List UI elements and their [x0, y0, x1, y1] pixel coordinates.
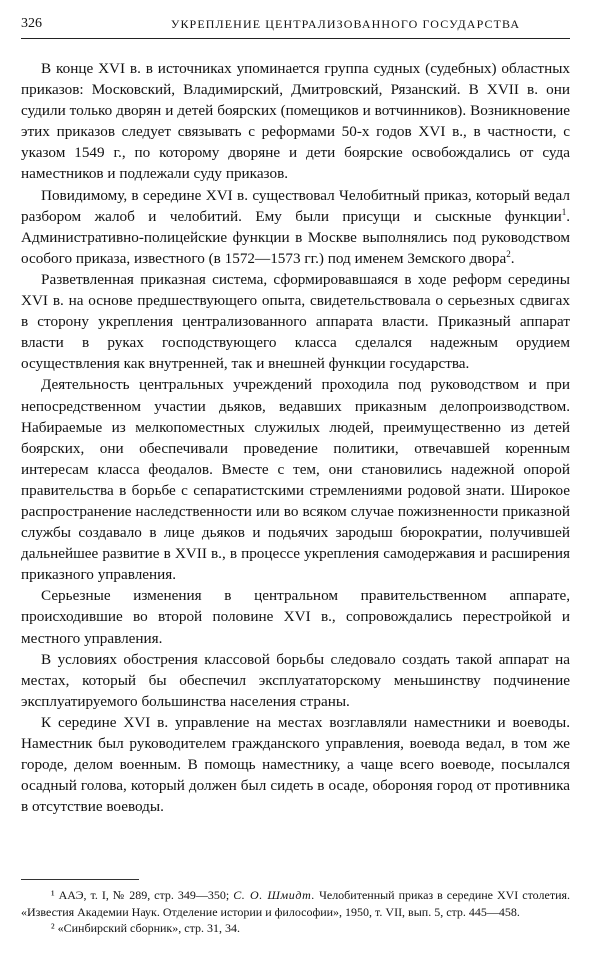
- paragraph-1: В конце XVI в. в источниках упоминается группа судных (судебных) областных приказов: Московский, Владимирский, Дмитровский, Рязанский. В XVII в. они судили только дворян и детей боярских (помещиков и вотчинников). Возникновение этих приказов следует связывать с реформами 50-х годов XVI в., в частности, с указом 1549 г., по которому дворяне и дети боярские освобождались от суда наместников и подлежали суду приказов.: [21, 60, 570, 183]
- footnote-1: [21, 887, 570, 920]
- paragraph-6: В условиях обострения классовой борьбы следовало создать такой аппарат на местах, который бы обеспечил эксплуататорскому меньшинству подчинение эксплуатируемого большинства населения страны.: [21, 650, 570, 710]
- paragraph-7: К середине XVI в. управление на местах возглавляли наместники и воеводы. Наместник был руководителем гражданского управления, воевода ведал, в том же городе, делом военным. В помощь наместнику, а чаще всего воеводе, посылался осадный голова, который должен был сидеть в осаде, обороняя город от противника в отсутствие воеводы.: [21, 713, 570, 816]
- footnote-1-mark: ¹: [51, 888, 55, 902]
- footnote-2-text: «Синбирский сборник», стр. 31, 34.: [57, 921, 240, 936]
- page-header: [21, 12, 570, 39]
- running-title: УКРЕПЛЕНИЕ ЦЕНТРАЛИЗОВАННОГО ГОСУДАРСТВА: [170, 17, 521, 31]
- footnote-divider: [21, 879, 139, 880]
- body-text: [21, 58, 570, 817]
- paragraph-4: Деятельность центральных учреждений проходила под руководством и при непосредственном участии дьяков, ведавших приказным делопроизводством. Набираемые из мелкопоместных служилых людей, преимущественно из детей боярских, они обеспечивали проведение политики, отвечавшей коренным интересам класса феодалов. Вместе с тем, они становились надежной опорой правительства в борьбе с сепаратистскими стремлениями родовой знати. Широкое распространение наследственности или во всяком случае пожизненности приказной службы создавало в лице дьяков и подьячих зародыш бюрократии, получившей дальнейшее развитие в XVII в., в процессе укрепления самодержавия и расширения приказного управления.: [21, 376, 570, 584]
- paragraph-2-text-c: .: [510, 249, 515, 267]
- footnotes: [21, 887, 570, 937]
- paragraph-3: Разветвленная приказная система, сформировавшаяся в ходе реформ середины XVI в. на основе предшествующего опыта, свидетельствовала о серьезных сдвигах в сторону укрепления централизованного аппарата власти. Приказный аппарат власти в руках господствующего класса сделался надежным орудием осуществления как внутренней, так и внешней функции государства.: [21, 270, 570, 373]
- footnote-ref-1: 1: [561, 206, 567, 217]
- footnote-2: [21, 920, 570, 937]
- paragraph-5: Серьезные изменения в центральном правительственном аппарате, происходившие во второй половине XVI в., сопровождались перестройкой и местного управления.: [21, 587, 570, 647]
- page-number: 326: [21, 16, 42, 31]
- footnote-1-author: С. О. Шмидт.: [233, 888, 316, 902]
- paragraph-2-text-b: . Административно-полицейские функции в Москве выполнялись под руководством особого приказа, известного (в 1572—1573 гг.) под именем Земского двора: [21, 207, 570, 267]
- paragraph-2-text-a: Повидимому, в середине XVI в. существовал Челобитный приказ, который ведал разбором жалоб и челобитий. Ему были присущи и сыскные функции: [21, 186, 570, 225]
- footnote-1-title: Челобитенный приказ в середине XVI столетия. «Известия Академии Наук. Отделение истории и философии», 1950, т. VII, вып. 5, стр. 445—458.: [21, 888, 571, 919]
- footnote-1-source: ААЭ, т. I, № 289, стр. 349—350;: [58, 888, 230, 902]
- paragraph-2: [21, 185, 570, 269]
- footnote-ref-2: 2: [506, 248, 511, 259]
- footnote-2-mark: ²: [51, 921, 55, 936]
